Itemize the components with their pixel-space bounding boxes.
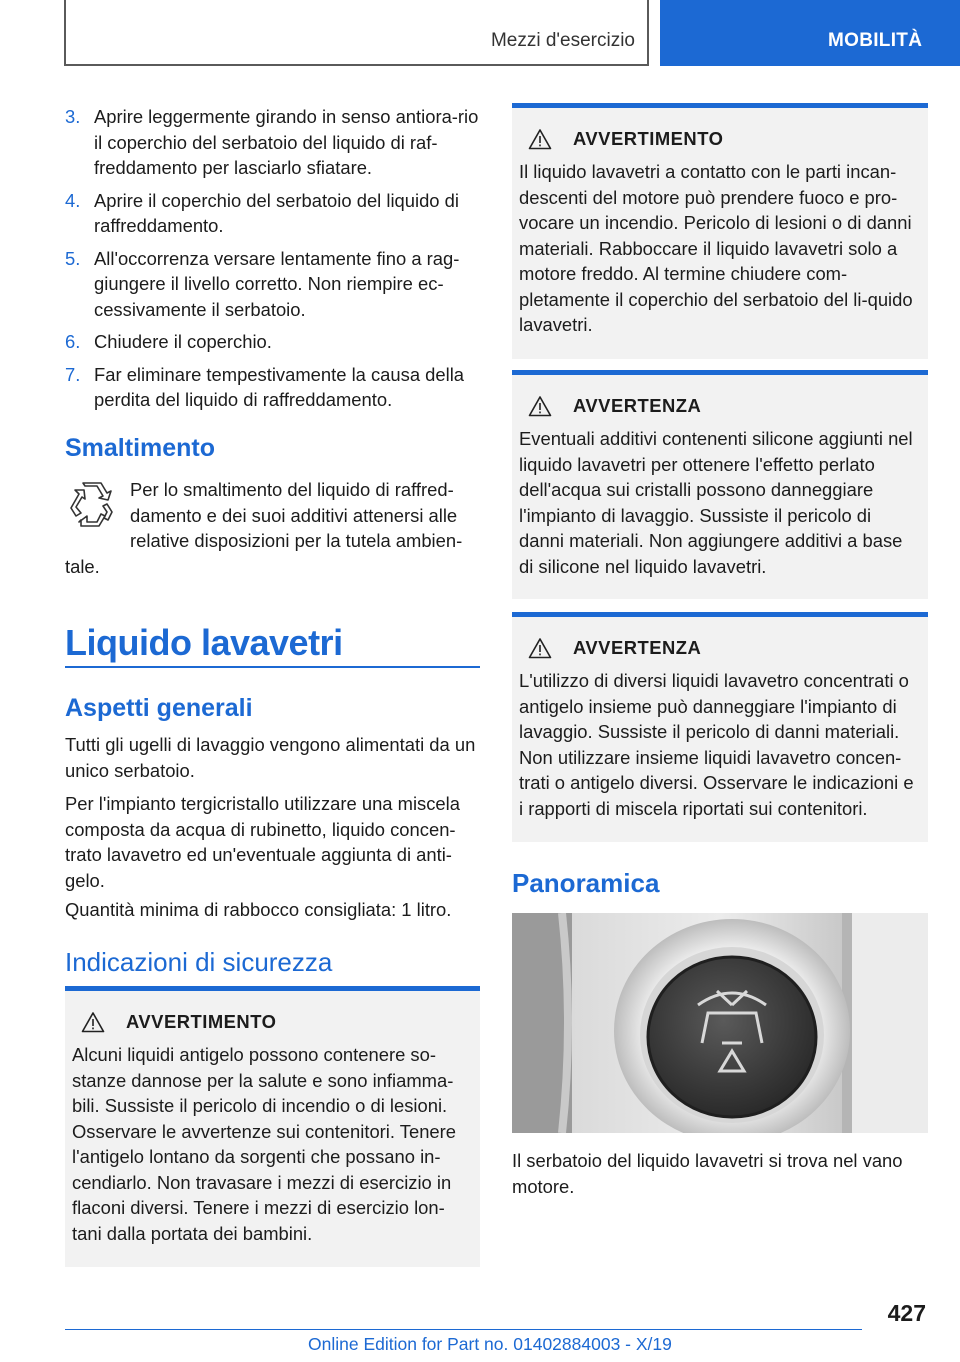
warning-triangle-icon [528, 395, 552, 417]
warning-triangle-icon [528, 637, 552, 659]
edition-footer[interactable]: Online Edition for Part no. 01402884003 - X/19 [308, 1334, 672, 1354]
step-number: 3. [65, 106, 81, 127]
step-text: Far eliminare tempestivamente la causa della perdita del liquido di raffreddamento. [94, 363, 465, 410]
list-item [65, 104, 480, 181]
list-item [65, 329, 480, 355]
list-item [65, 362, 480, 413]
step-text: All'occorrenza versare lentamente fino a rag-giungere il livello corretto. Non riempire ec-cessivamente il serbatoio. [94, 247, 460, 320]
warning-title: AVVERTIMENTO [573, 128, 724, 149]
header-chapter-tab[interactable] [660, 0, 960, 66]
warning-box-1 [65, 986, 480, 1267]
warning-triangle-icon [528, 128, 552, 150]
warning-title-row [528, 393, 920, 419]
step-number: 7. [65, 363, 81, 385]
header-section-box [64, 0, 649, 66]
page-title: Liquido lavavetri [65, 622, 343, 663]
warning-box-4 [512, 612, 928, 842]
warning-title: AVVERTIMENTO [126, 1011, 277, 1032]
step-number: 5. [65, 247, 81, 269]
panoramica-caption: Il serbatoio del liquido lavavetri si trova nel vano motore. [512, 1150, 903, 1197]
washer-reservoir-photo [512, 913, 928, 1133]
heading-sicurezza: Indicazioni di sicurezza [65, 947, 333, 977]
smaltimento-text [65, 477, 480, 579]
header-chapter-title: MOBILITÀ [828, 30, 923, 51]
title-rule [65, 666, 480, 668]
steps-list [65, 104, 480, 420]
smaltimento-paragraph: Per lo smaltimento del liquido di raffred-damento e dei suoi additivi attenersi alle relative disposizioni per la tutela ambien-tale. [65, 479, 463, 577]
list-item [65, 246, 480, 323]
warning-triangle-icon [81, 1011, 105, 1033]
heading-smaltimento: Smaltimento [65, 434, 216, 462]
warning-title-row [528, 635, 920, 661]
warning-title-row [528, 126, 920, 152]
heading-aspetti-generali: Aspetti generali [65, 694, 253, 722]
step-text: Aprire leggermente girando in senso antiora-rio il coperchio del serbatoio del liquido di raf-freddamento per lasciarlo sfiatare. [94, 106, 479, 178]
warning-text: Il liquido lavavetri a contatto con le parti incan-descenti del motore può prendere fuoco e pro-vocare un incendio. Pericolo di lesioni o di danni materiali. Rabboccare il liquido lavavetri solo a motore freddo. Al termine chiudere com-pletamente il coperchio del serbatoio del li-quido lavavetri. [519, 161, 913, 335]
footer-rule [65, 1329, 862, 1330]
warning-text: Alcuni liquidi antigelo possono contenere so-stanze dannose per la salute e sono infiamma-bili. Sussiste il pericolo di incendio o di lesioni. Osservare le avvertenze sui contenitori. Tenere l'antigelo lontano da sorgenti che possano in-cendiarlo. Non travasare i mezzi di esercizio in flaconi diversi. Tenere i mezzi di esercizio lon-tani dalla portata dei bambini. [72, 1044, 457, 1244]
step-text: Chiudere il coperchio. [94, 331, 272, 352]
header-section-title: Mezzi d'esercizio [490, 30, 635, 51]
heading-panoramica: Panoramica [512, 868, 660, 898]
step-number: 6. [65, 331, 81, 352]
warning-text: Eventuali additivi contenenti silicone aggiunti nel liquido lavavetri per ottenere l'effetto perlato dell'acqua sui cristalli possono danneggiare l'impianto di lavaggio. Sussiste il pericolo di danni materiali. Non aggiungere additivi a base di silicone nel liquido lavavetri. [519, 428, 913, 577]
warning-title-row [81, 1009, 472, 1035]
page-number: 427 [887, 1300, 926, 1326]
warning-text: L'utilizzo di diversi liquidi lavavetro concentrati o antigelo insieme può danneggiare l'impianto di lavaggio. Sussiste il pericolo di danni materiali. Non utilizzare insieme liquidi lavavetro concen-trati o antigelo diversi. Osservare le indicazioni e i rapporti di miscela riportati sui contenitori. [519, 670, 914, 819]
warning-box-3 [512, 370, 928, 599]
warning-title: AVVERTENZA [573, 395, 702, 416]
warning-title: AVVERTENZA [573, 637, 702, 658]
washer-fluid-cap-illustration [512, 913, 928, 1133]
recycle-icon-spacer [65, 477, 130, 553]
warning-box-2 [512, 103, 928, 359]
aspetti-paragraph-3: Quantità minima di rabbocco consigliata: 1 litro. [65, 899, 452, 920]
step-text: Aprire il coperchio del serbatoio del liquido di raffreddamento. [94, 189, 459, 236]
list-item [65, 188, 480, 239]
aspetti-paragraph-1: Tutti gli ugelli di lavaggio vengono alimentati da un unico serbatoio. [65, 734, 476, 781]
step-number: 4. [65, 189, 81, 211]
aspetti-paragraph-2: Per l'impianto tergicristallo utilizzare una miscela composta da acqua di rubinetto, liquido concen-trato lavavetro ed un'eventuale aggiunta di anti-gelo. [65, 793, 460, 891]
